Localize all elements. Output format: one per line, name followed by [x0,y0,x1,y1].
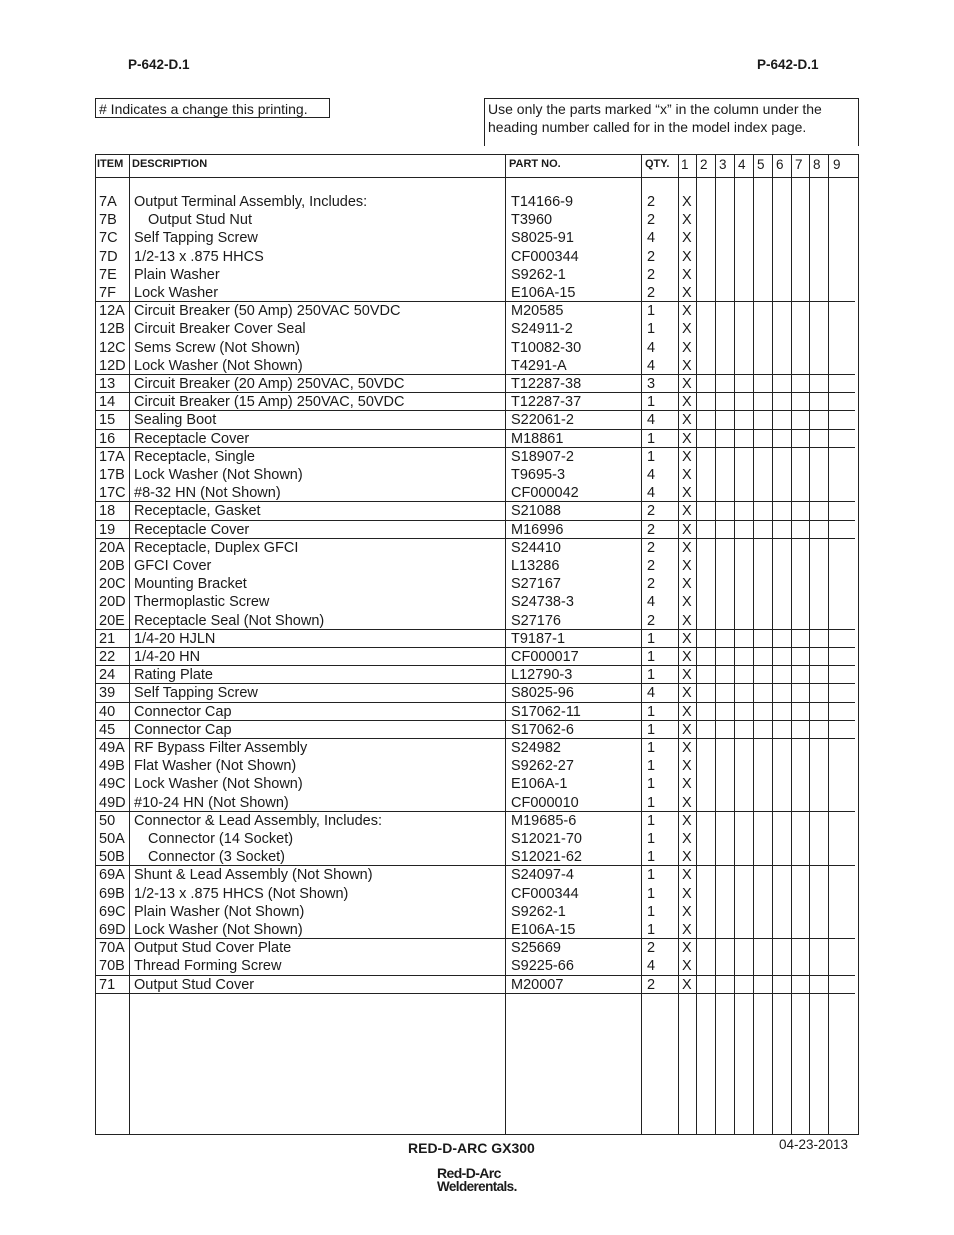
model-1-mark-cell: X [682,503,692,520]
item-cell: 17B [99,467,125,483]
part-number-cell: S24097-4 [511,867,574,884]
part-number-cell: T9695-3 [511,467,566,483]
part-number-cell: E106A-15 [511,285,576,301]
item-cell: 49D [99,794,126,811]
table-row [96,502,856,520]
model-1-mark-cell: X [682,831,692,847]
table-row [96,229,856,247]
model-1-mark-cell: X [682,940,692,957]
model-1-mark-cell: X [682,922,692,938]
description-cell: 1/4-20 HN [134,649,201,665]
footer-model-title: RED-D-ARC GX300 [408,1140,535,1156]
description-cell: Lock Washer (Not Shown) [134,776,303,793]
table-row [96,593,856,611]
description-cell: 1/2-13 x .875 HHCS [134,248,264,265]
part-number-cell: S17062-6 [511,721,574,738]
quantity-cell: 1 [647,794,656,811]
col-header-model-2: 2 [700,157,708,172]
quantity-cell: 1 [647,321,656,338]
item-cell: 50B [99,849,125,866]
table-row [96,885,856,903]
table-row [96,703,856,721]
model-1-mark-cell: X [682,958,692,975]
model-1-mark-cell: X [682,339,692,356]
part-number-cell: T4291-A [511,357,567,374]
model-1-mark-cell: X [682,430,692,447]
part-number-cell: T9187-1 [511,630,566,647]
quantity-cell: 2 [647,194,656,210]
description-cell: Lock Washer [134,285,219,301]
item-cell: 7C [99,230,118,247]
description-cell: Circuit Breaker (50 Amp) 250VAC 50VDC [134,303,401,320]
model-1-mark-cell: X [682,412,692,429]
quantity-cell: 1 [647,667,656,684]
item-cell: 70A [99,940,125,957]
item-cell: 18 [99,503,116,520]
part-number-cell: S24911-2 [511,321,573,338]
item-cell: 7E [99,266,117,283]
table-row [96,430,856,448]
description-cell: #8-32 HN (Not Shown) [134,485,281,502]
table-row [96,339,856,357]
model-1-mark-cell: X [682,903,692,920]
quantity-cell: 1 [647,649,656,665]
table-row [96,939,856,957]
part-number-cell: S17062-11 [511,703,581,720]
item-cell: 49C [99,776,126,793]
description-cell: Flat Washer (Not Shown) [134,758,297,775]
description-cell: Lock Washer (Not Shown) [134,357,303,374]
model-1-mark-cell: X [682,812,692,829]
quantity-cell: 1 [647,703,656,720]
quantity-cell: 4 [647,485,656,502]
model-1-mark-cell: X [682,685,692,702]
description-cell: 1/4-20 HJLN [134,630,216,647]
item-cell: 19 [99,521,116,538]
item-cell: 12B [99,321,125,338]
description-cell: Receptacle Cover [134,521,250,538]
parts-usage-note-box: Use only the parts marked “x” in the column under the heading number called for in the model index page. [484,98,859,146]
item-cell: 14 [99,394,116,411]
quantity-cell: 2 [647,558,656,574]
quantity-cell: 1 [647,630,656,647]
table-row [96,557,856,575]
table-row [96,976,856,994]
model-1-mark-cell: X [682,703,692,720]
part-number-cell: L12790-3 [511,667,573,684]
description-cell: Receptacle, Duplex GFCI [134,539,299,556]
item-cell: 39 [99,685,116,702]
model-1-mark-cell: X [682,467,692,483]
item-cell: 49B [99,758,125,775]
table-row [96,266,856,284]
col-header-model-7: 7 [795,157,803,172]
item-cell: 12C [99,339,126,356]
model-1-mark-cell: X [682,576,692,593]
quantity-cell: 2 [647,285,656,301]
quantity-cell: 1 [647,394,656,411]
description-cell: Circuit Breaker Cover Seal [134,321,306,338]
model-1-mark-cell: X [682,485,692,502]
model-1-mark-cell: X [682,448,692,465]
table-row [96,794,856,812]
quantity-cell: 1 [647,831,656,847]
part-number-cell: CF000010 [511,794,579,811]
part-number-cell: T12287-37 [511,394,582,411]
item-cell: 69D [99,922,126,938]
table-row [96,375,856,393]
table-row [96,248,856,266]
quantity-cell: 1 [647,740,656,756]
table-row [96,302,856,320]
quantity-cell: 1 [647,721,656,738]
brand-logo [437,1166,527,1200]
table-row [96,866,856,884]
description-cell: RF Bypass Filter Assembly [134,740,308,756]
quantity-cell: 1 [647,903,656,920]
description-cell: Sems Screw (Not Shown) [134,339,300,356]
item-cell: 20B [99,558,125,574]
part-number-cell: S9262-27 [511,758,574,775]
item-cell: 50 [99,812,116,829]
part-number-cell: CF000344 [511,885,579,902]
table-row [96,775,856,793]
col-header-model-8: 8 [813,157,821,172]
quantity-cell: 2 [647,266,656,283]
part-number-cell: M16996 [511,521,564,538]
col-header-model-4: 4 [738,157,746,172]
quantity-cell: 2 [647,940,656,957]
part-number-cell: M20007 [511,976,564,993]
item-cell: 12A [99,303,125,320]
table-row [96,448,856,466]
item-cell: 7B [99,212,117,229]
part-number-cell: M18861 [511,430,564,447]
logo-line-1: Red-D-Arc [437,1165,501,1181]
table-row [96,357,856,375]
table-row [96,957,856,975]
quantity-cell: 1 [647,776,656,793]
description-cell: Rating Plate [134,667,213,684]
part-number-cell: S18907-2 [511,448,574,465]
quantity-cell: 1 [647,758,656,775]
quantity-cell: 2 [647,248,656,265]
model-1-mark-cell: X [682,357,692,374]
col-header-description: DESCRIPTION [132,158,208,170]
table-row [96,393,856,411]
quantity-cell: 2 [647,521,656,538]
col-header-part-no: PART NO. [509,158,561,170]
quantity-cell: 4 [647,412,656,429]
quantity-cell: 4 [647,339,656,356]
item-cell: 69A [99,867,125,884]
model-1-mark-cell: X [682,194,692,210]
part-number-cell: S9225-66 [511,958,574,975]
description-cell: Output Terminal Assembly, Includes: [134,194,368,210]
quantity-cell: 3 [647,376,656,392]
table-row [96,684,856,702]
table-row [96,630,856,648]
col-header-model-1: 1 [681,157,689,172]
part-number-cell: L13286 [511,558,560,574]
part-number-cell: T10082-30 [511,339,582,356]
part-number-cell: CF000017 [511,649,579,665]
quantity-cell: 1 [647,867,656,884]
part-number-cell: S24738-3 [511,594,574,611]
model-1-mark-cell: X [682,794,692,811]
model-1-mark-cell: X [682,630,692,647]
table-row [96,830,856,848]
part-number-cell: T14166-9 [511,194,574,210]
table-row [96,921,856,939]
item-cell: 17C [99,485,126,502]
model-1-mark-cell: X [682,667,692,684]
description-cell: Plain Washer [134,266,220,283]
col-header-item: ITEM [97,158,124,170]
item-cell: 22 [99,649,116,665]
description-cell: Receptacle Seal (Not Shown) [134,612,325,629]
item-cell: 20E [99,612,125,629]
item-cell: 20D [99,594,126,611]
model-1-mark-cell: X [682,521,692,538]
item-cell: 40 [99,703,116,720]
model-1-mark-cell: X [682,303,692,320]
item-cell: 71 [99,976,116,993]
quantity-cell: 1 [647,849,656,866]
item-cell: 69B [99,885,125,902]
model-1-mark-cell: X [682,612,692,629]
quantity-cell: 4 [647,958,656,975]
part-number-cell: S12021-62 [511,849,582,866]
part-number-cell: E106A-15 [511,922,576,938]
model-1-mark-cell: X [682,849,692,866]
description-cell: Connector (14 Socket) [148,831,294,847]
item-cell: 45 [99,721,116,738]
description-cell: Plain Washer (Not Shown) [134,903,305,920]
model-1-mark-cell: X [682,976,692,993]
model-1-mark-cell: X [682,885,692,902]
part-number-cell: S27176 [511,612,561,629]
table-row [96,666,856,684]
description-cell: Shunt & Lead Assembly (Not Shown) [134,867,373,884]
table-row [96,284,856,302]
description-cell: Connector Cap [134,721,232,738]
group-divider [96,993,855,994]
description-cell: Thread Forming Screw [134,958,282,975]
quantity-cell: 2 [647,539,656,556]
quantity-cell: 4 [647,230,656,247]
part-number-cell: S12021-70 [511,831,582,847]
item-cell: 70B [99,958,125,975]
part-number-cell: S24410 [511,539,561,556]
part-number-cell: S27167 [511,576,561,593]
part-number-cell: S22061-2 [511,412,574,429]
model-1-mark-cell: X [682,558,692,574]
model-1-mark-cell: X [682,594,692,611]
model-1-mark-cell: X [682,230,692,247]
item-cell: 7F [99,285,116,301]
description-cell: Receptacle Cover [134,430,250,447]
description-cell: Sealing Boot [134,412,217,429]
part-number-cell: S8025-96 [511,685,574,702]
item-cell: 20C [99,576,126,593]
description-cell: 1/2-13 x .875 HHCS (Not Shown) [134,885,349,902]
quantity-cell: 4 [647,357,656,374]
model-1-mark-cell: X [682,776,692,793]
model-1-mark-cell: X [682,721,692,738]
description-cell: Output Stud Cover Plate [134,940,292,957]
part-number-cell: S25669 [511,940,561,957]
description-cell: Mounting Bracket [134,576,247,593]
quantity-cell: 1 [647,922,656,938]
quantity-cell: 2 [647,576,656,593]
page-header-left-code: P-642-D.1 [128,57,190,72]
model-1-mark-cell: X [682,539,692,556]
part-number-cell: S8025-91 [511,230,574,247]
quantity-cell: 1 [647,303,656,320]
item-cell: 21 [99,630,116,647]
model-1-mark-cell: X [682,758,692,775]
model-1-mark-cell: X [682,248,692,265]
table-row [96,539,856,557]
model-1-mark-cell: X [682,285,692,301]
quantity-cell: 2 [647,976,656,993]
table-row [96,648,856,666]
description-cell: #10-24 HN (Not Shown) [134,794,289,811]
quantity-cell: 2 [647,612,656,629]
description-cell: Connector & Lead Assembly, Includes: [134,812,382,829]
part-number-cell: T12287-38 [511,376,582,392]
item-cell: 49A [99,740,125,756]
model-1-mark-cell: X [682,740,692,756]
change-note-box: # Indicates a change this printing. [95,98,330,118]
table-row [96,411,856,429]
item-cell: 20A [99,539,125,556]
item-cell: 7A [99,194,117,210]
footer-date: 04-23-2013 [779,1137,849,1152]
description-cell: Lock Washer (Not Shown) [134,922,303,938]
table-row [96,848,856,866]
item-cell: 24 [99,667,116,684]
part-number-cell: M20585 [511,303,564,320]
model-1-mark-cell: X [682,321,692,338]
model-1-mark-cell: X [682,266,692,283]
table-row [96,193,856,211]
table-row [96,903,856,921]
description-cell: Receptacle, Single [134,448,255,465]
table-row [96,575,856,593]
description-cell: Output Stud Nut [148,212,252,229]
part-number-cell: S9262-1 [511,903,566,920]
col-header-model-9: 9 [833,157,841,172]
part-number-cell: T3960 [511,212,553,229]
quantity-cell: 4 [647,594,656,611]
table-row [96,320,856,338]
table-row [96,211,856,229]
col-header-model-6: 6 [776,157,784,172]
description-cell: Self Tapping Screw [134,230,258,247]
table-row [96,612,856,630]
description-cell: Connector Cap [134,703,232,720]
table-row [96,739,856,757]
col-header-model-5: 5 [757,157,765,172]
description-cell: Circuit Breaker (20 Amp) 250VAC, 50VDC [134,376,405,392]
quantity-cell: 2 [647,503,656,520]
description-cell: Thermoplastic Screw [134,594,270,611]
item-cell: 50A [99,831,125,847]
model-1-mark-cell: X [682,867,692,884]
item-cell: 17A [99,448,125,465]
table-row [96,757,856,775]
quantity-cell: 4 [647,467,656,483]
description-cell: Circuit Breaker (15 Amp) 250VAC, 50VDC [134,394,405,411]
part-number-cell: E106A-1 [511,776,568,793]
description-cell: Receptacle, Gasket [134,503,261,520]
part-number-cell: S24982 [511,740,561,756]
parts-table [95,154,859,1135]
table-row [96,721,856,739]
col-header-model-3: 3 [719,157,727,172]
col-header-qty: QTY. [645,158,670,170]
description-cell: Lock Washer (Not Shown) [134,467,303,483]
item-cell: 13 [99,376,116,392]
part-number-cell: S21088 [511,503,561,520]
page-header-right-code: P-642-D.1 [757,57,819,72]
part-number-cell: CF000042 [511,485,579,502]
part-number-cell: M19685-6 [511,812,577,829]
part-number-cell: CF000344 [511,248,579,265]
quantity-cell: 4 [647,685,656,702]
item-cell: 15 [99,412,116,429]
table-row [96,466,856,484]
logo-line-2: Welderentals. [437,1179,517,1194]
description-cell: GFCI Cover [134,558,212,574]
item-cell: 69C [99,903,126,920]
item-cell: 16 [99,430,116,447]
quantity-cell: 1 [647,812,656,829]
quantity-cell: 1 [647,448,656,465]
model-1-mark-cell: X [682,376,692,392]
quantity-cell: 1 [647,430,656,447]
description-cell: Self Tapping Screw [134,685,258,702]
table-row [96,484,856,502]
description-cell: Connector (3 Socket) [148,849,286,866]
item-cell: 12D [99,357,126,374]
header-divider [96,177,858,178]
quantity-cell: 2 [647,212,656,229]
model-1-mark-cell: X [682,649,692,665]
quantity-cell: 1 [647,885,656,902]
table-row [96,812,856,830]
item-cell: 7D [99,248,118,265]
model-1-mark-cell: X [682,212,692,229]
part-number-cell: S9262-1 [511,266,566,283]
table-row [96,521,856,539]
model-1-mark-cell: X [682,394,692,411]
description-cell: Output Stud Cover [134,976,255,993]
